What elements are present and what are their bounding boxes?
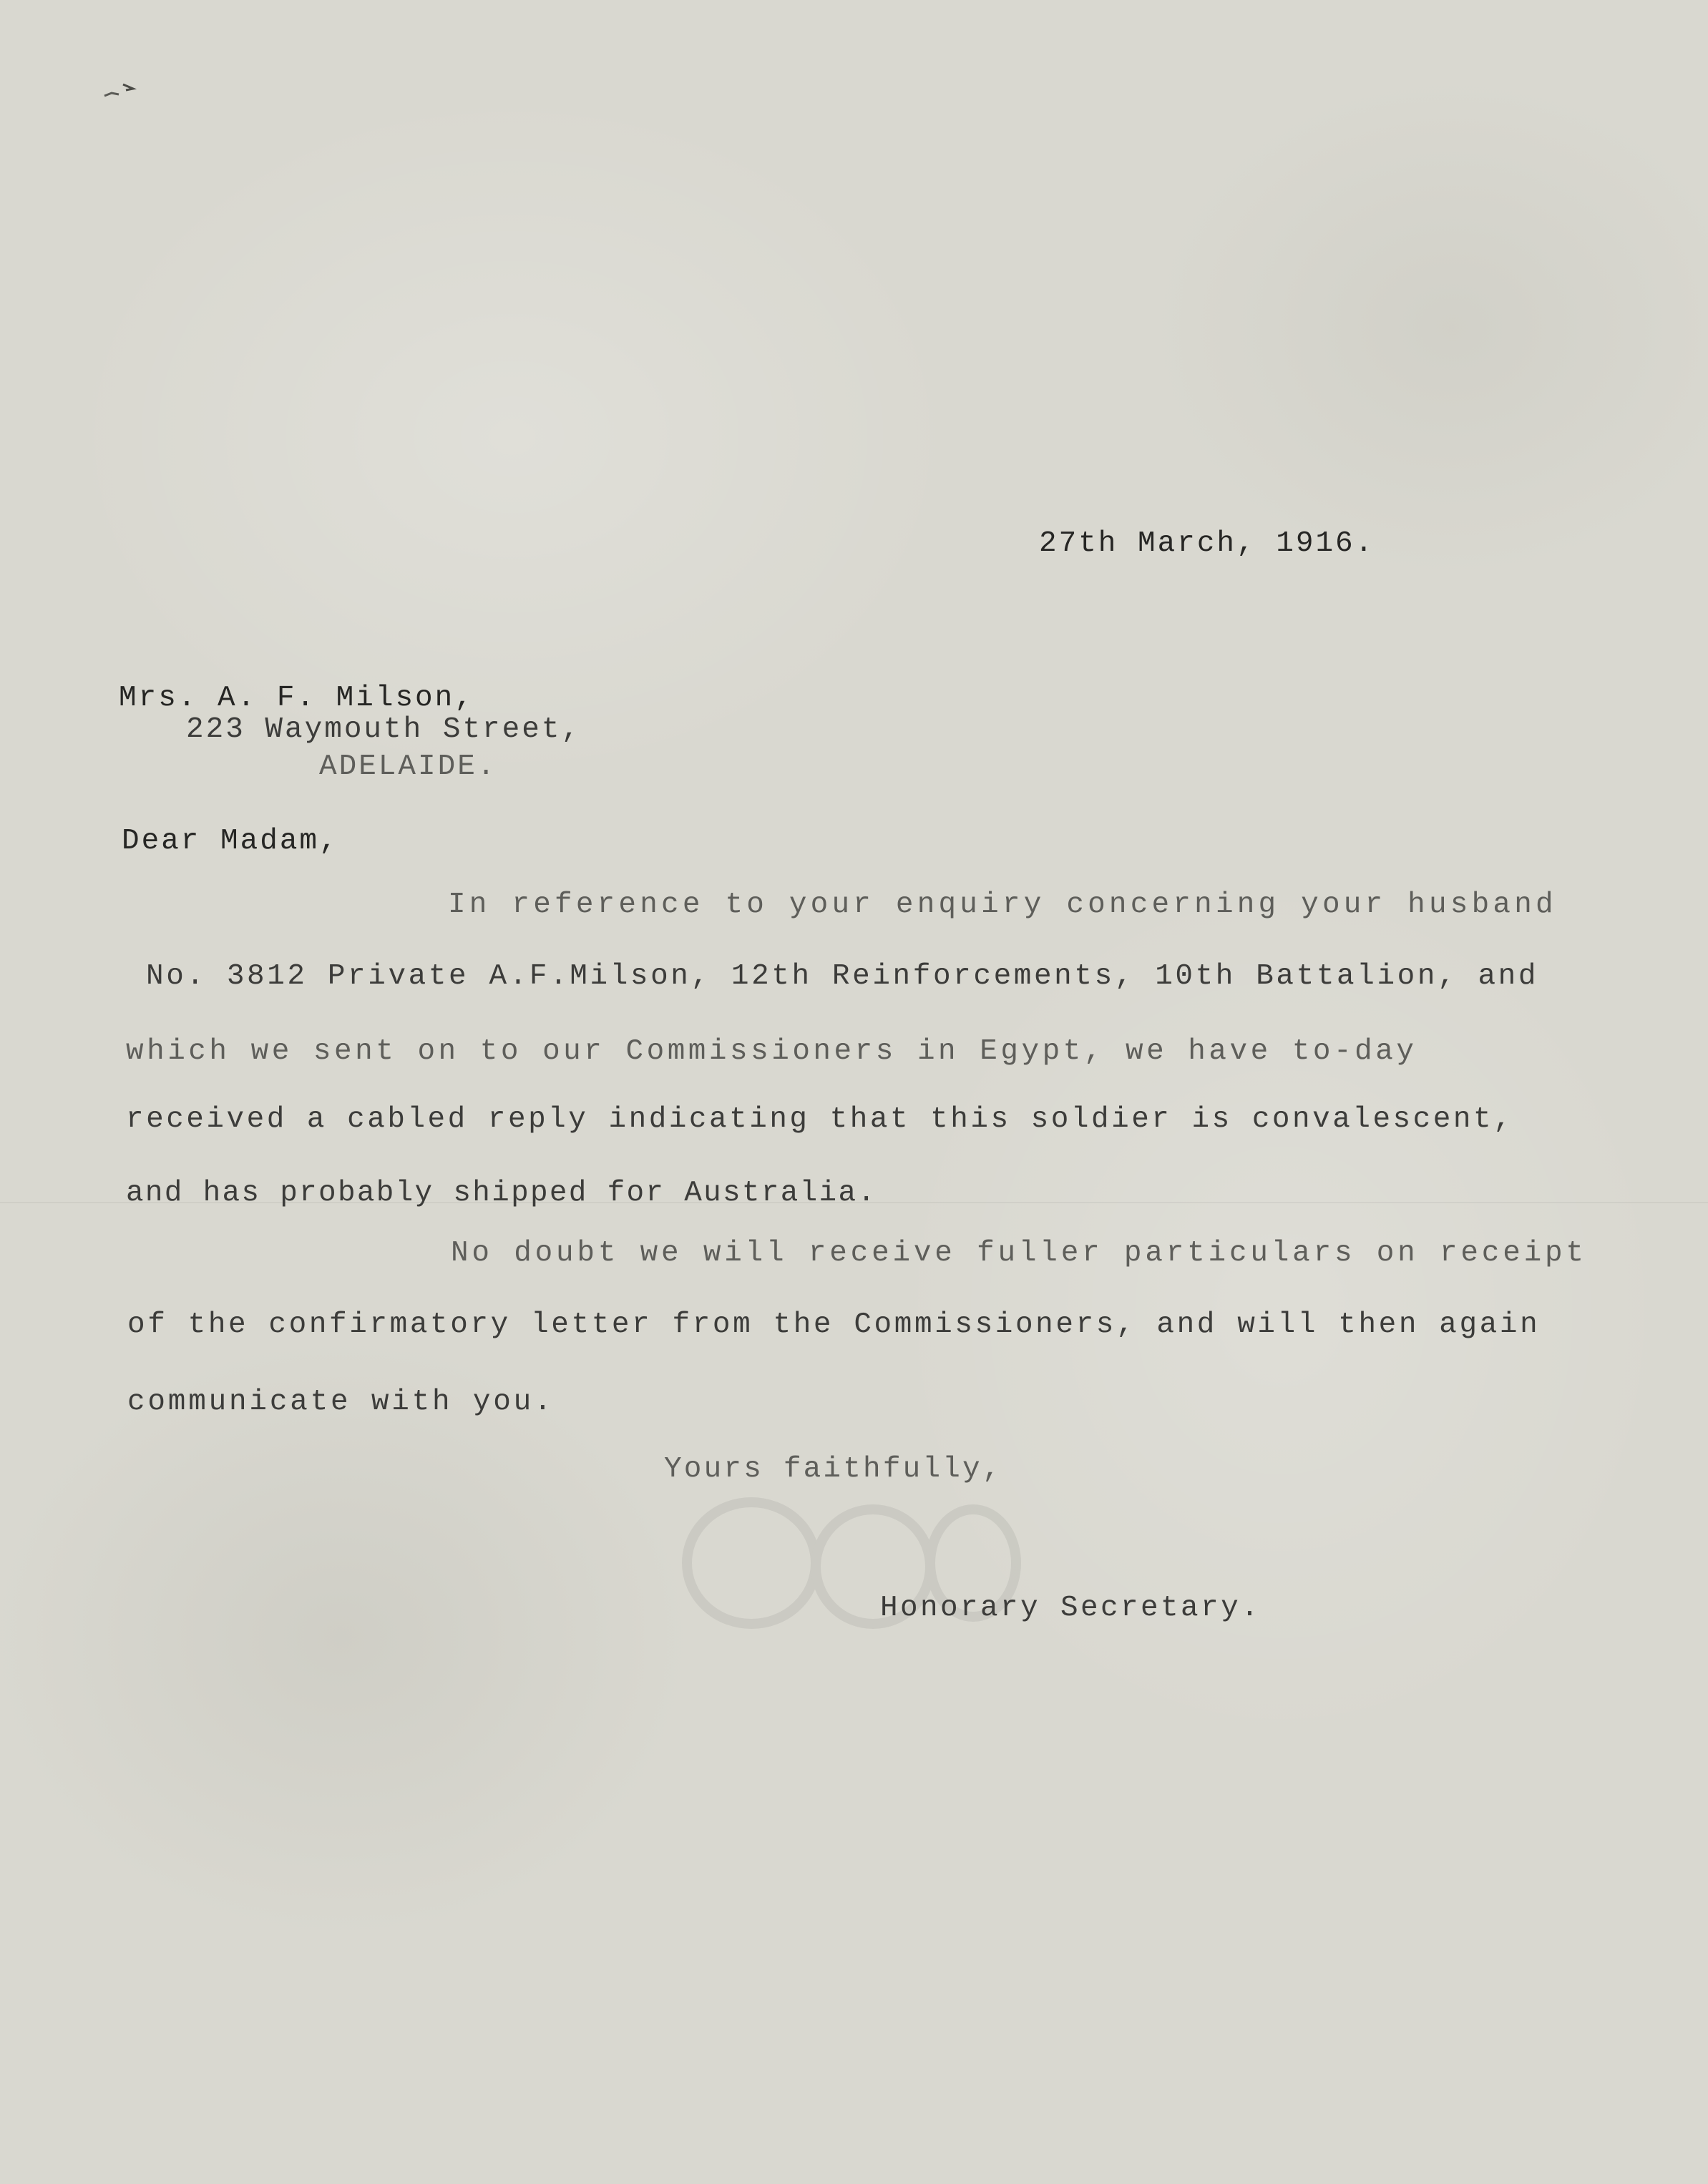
paragraph2-line3: communicate with you.	[127, 1386, 555, 1419]
ink-mark	[102, 79, 145, 100]
paragraph1-line1: In reference to your enquiry concerning your husband	[448, 888, 1557, 921]
paragraph2-line2: of the confirmatory letter from the Commissioners, and will then again	[127, 1308, 1541, 1341]
letter-date: 27th March, 1916.	[1039, 527, 1375, 560]
recipient-street: 223 Waymouth Street,	[186, 713, 582, 746]
recipient-city: ADELAIDE.	[319, 750, 497, 783]
recipient-name: Mrs. A. F. Milson,	[119, 682, 474, 715]
closing: Yours faithfully,	[664, 1453, 1002, 1486]
paragraph1-line4: received a cabled reply indicating that this soldier is convalescent,	[126, 1103, 1514, 1136]
paragraph1-line5: and has probably shipped for Australia.	[126, 1177, 877, 1210]
paragraph2-line1: No doubt we will receive fuller particulars on receipt	[451, 1237, 1587, 1270]
salutation: Dear Madam,	[122, 825, 339, 858]
paragraph1-line2: No. 3812 Private A.F.Milson, 12th Reinforcements, 10th Battalion, and	[146, 960, 1539, 993]
paragraph1-line3: which we sent on to our Commissioners in Egypt, we have to-day	[126, 1035, 1417, 1068]
signatory-title: Honorary Secretary.	[880, 1592, 1262, 1625]
